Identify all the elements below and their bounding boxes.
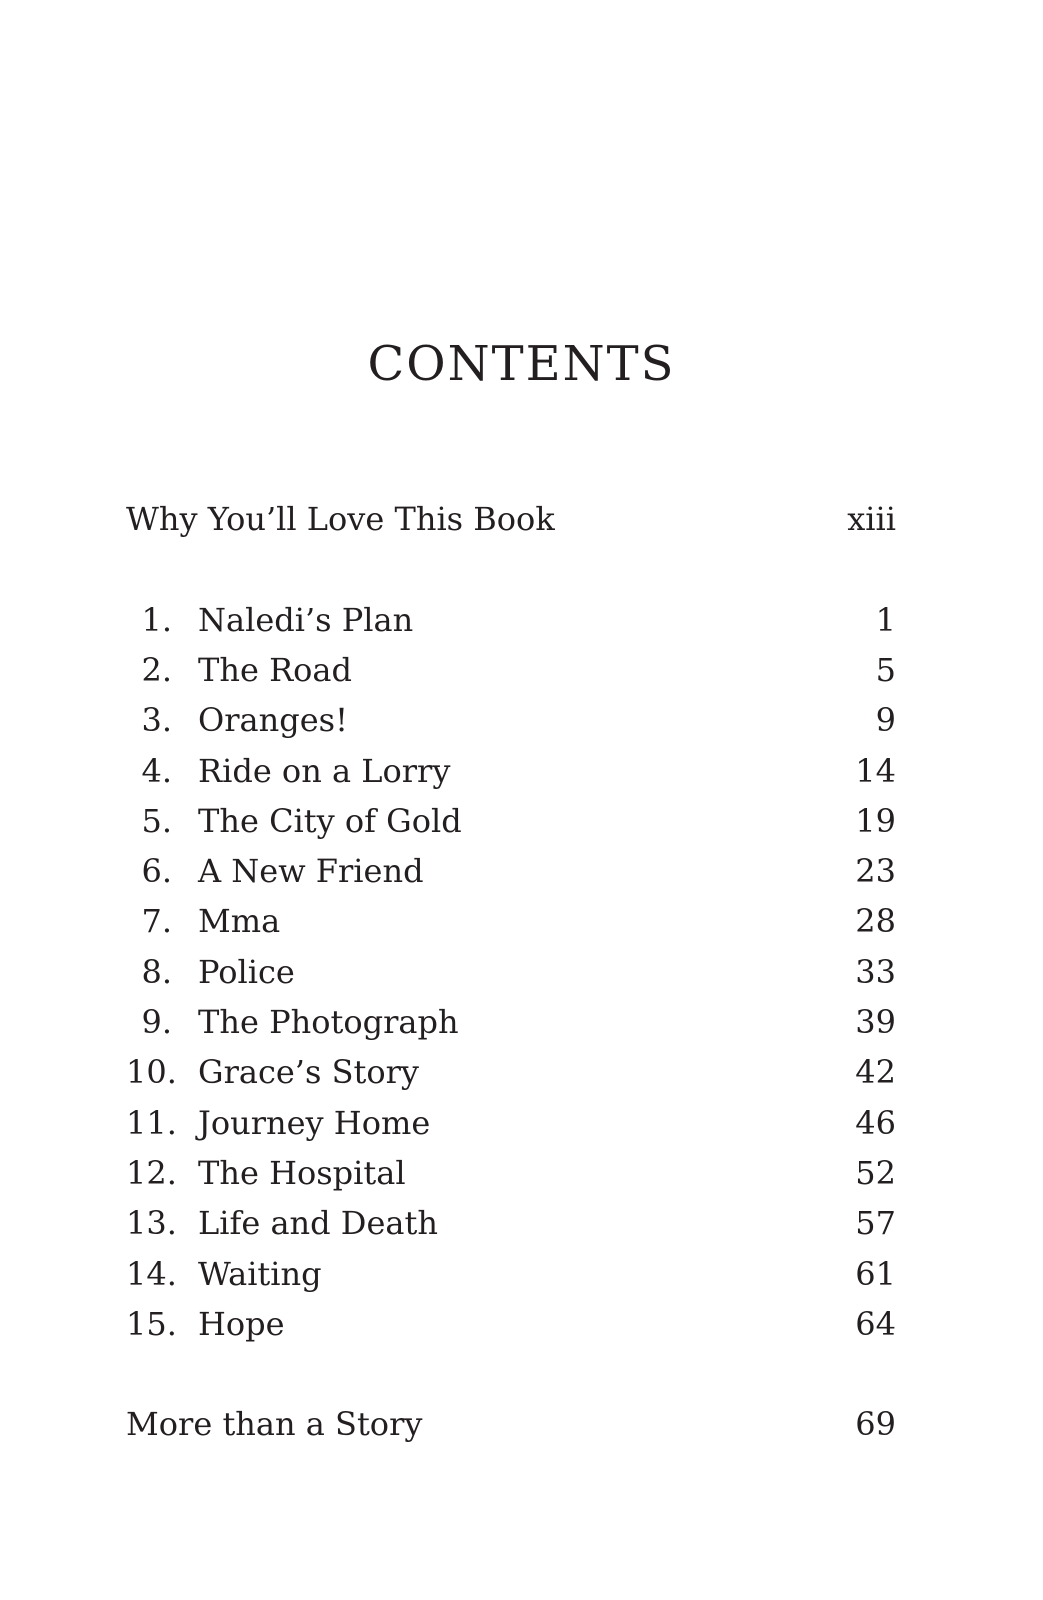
chapter-page: 64 [855, 1305, 896, 1343]
chapter-page: 23 [855, 852, 896, 890]
chapter-title: Hope [198, 1305, 285, 1343]
toc-chapter-12[interactable] [126, 1148, 896, 1198]
toc-chapter-2[interactable] [126, 645, 896, 695]
chapter-number: 8. [141, 953, 172, 991]
chapter-page: 46 [855, 1104, 896, 1142]
chapter-number: 15. [126, 1305, 177, 1343]
chapter-number: 12. [126, 1154, 177, 1192]
chapter-title: Grace’s Story [198, 1053, 419, 1091]
chapter-page: 28 [855, 902, 896, 940]
chapter-page: 61 [855, 1255, 896, 1293]
chapter-number: 6. [141, 852, 172, 890]
toc-chapter-11[interactable] [126, 1098, 896, 1148]
chapter-title: Oranges! [198, 701, 348, 739]
toc-chapter-1[interactable] [126, 595, 896, 645]
toc-entry-label: Why You’ll Love This Book [126, 500, 555, 538]
chapter-title: The City of Gold [198, 802, 462, 840]
toc-entry-back-matter[interactable] [126, 1399, 896, 1449]
chapter-page: 52 [855, 1154, 896, 1192]
chapter-title: The Road [198, 651, 352, 689]
chapter-page: 9 [875, 701, 896, 739]
chapter-title: Mma [198, 902, 281, 940]
toc-chapter-13[interactable] [126, 1198, 896, 1248]
chapter-page: 1 [875, 601, 896, 639]
toc-chapter-14[interactable] [126, 1249, 896, 1299]
chapter-number: 4. [141, 752, 172, 790]
chapter-number: 11. [126, 1104, 177, 1142]
chapter-number: 1. [141, 601, 172, 639]
chapter-page: 39 [855, 1003, 896, 1041]
chapter-title: The Hospital [198, 1154, 406, 1192]
chapter-number: 7. [141, 902, 172, 940]
chapter-number: 5. [141, 802, 172, 840]
toc-entry-label: More than a Story [126, 1405, 423, 1443]
toc-chapter-5[interactable] [126, 796, 896, 846]
page-title: CONTENTS [367, 336, 676, 392]
toc-chapter-10[interactable] [126, 1047, 896, 1097]
chapter-number: 9. [141, 1003, 172, 1041]
chapter-title: Police [198, 953, 295, 991]
chapter-page: 5 [875, 651, 896, 689]
toc-chapter-7[interactable] [126, 896, 896, 946]
chapter-number: 2. [141, 651, 172, 689]
chapter-title: Naledi’s Plan [198, 601, 414, 639]
chapter-number: 13. [126, 1204, 177, 1242]
toc-chapter-15[interactable] [126, 1299, 896, 1349]
toc-chapter-9[interactable] [126, 997, 896, 1047]
chapter-page: 14 [855, 752, 896, 790]
toc-chapter-4[interactable] [126, 746, 896, 796]
chapter-title: The Photograph [198, 1003, 459, 1041]
chapter-page: 57 [855, 1204, 896, 1242]
toc-entry-page: 69 [855, 1405, 896, 1443]
chapter-number: 3. [141, 701, 172, 739]
chapter-title: A New Friend [198, 852, 424, 890]
toc-chapter-3[interactable] [126, 695, 896, 745]
chapter-title: Waiting [198, 1255, 322, 1293]
chapter-page: 42 [855, 1053, 896, 1091]
chapter-page: 33 [855, 953, 896, 991]
chapter-title: Life and Death [198, 1204, 438, 1242]
toc-chapter-6[interactable] [126, 846, 896, 896]
chapter-title: Ride on a Lorry [198, 752, 451, 790]
chapter-title: Journey Home [198, 1104, 431, 1142]
toc-entry-front-matter[interactable] [126, 494, 896, 544]
toc-entry-page: xiii [847, 500, 896, 538]
toc-chapter-8[interactable] [126, 947, 896, 997]
chapter-number: 14. [126, 1255, 177, 1293]
chapter-number: 10. [126, 1053, 177, 1091]
chapter-page: 19 [855, 802, 896, 840]
